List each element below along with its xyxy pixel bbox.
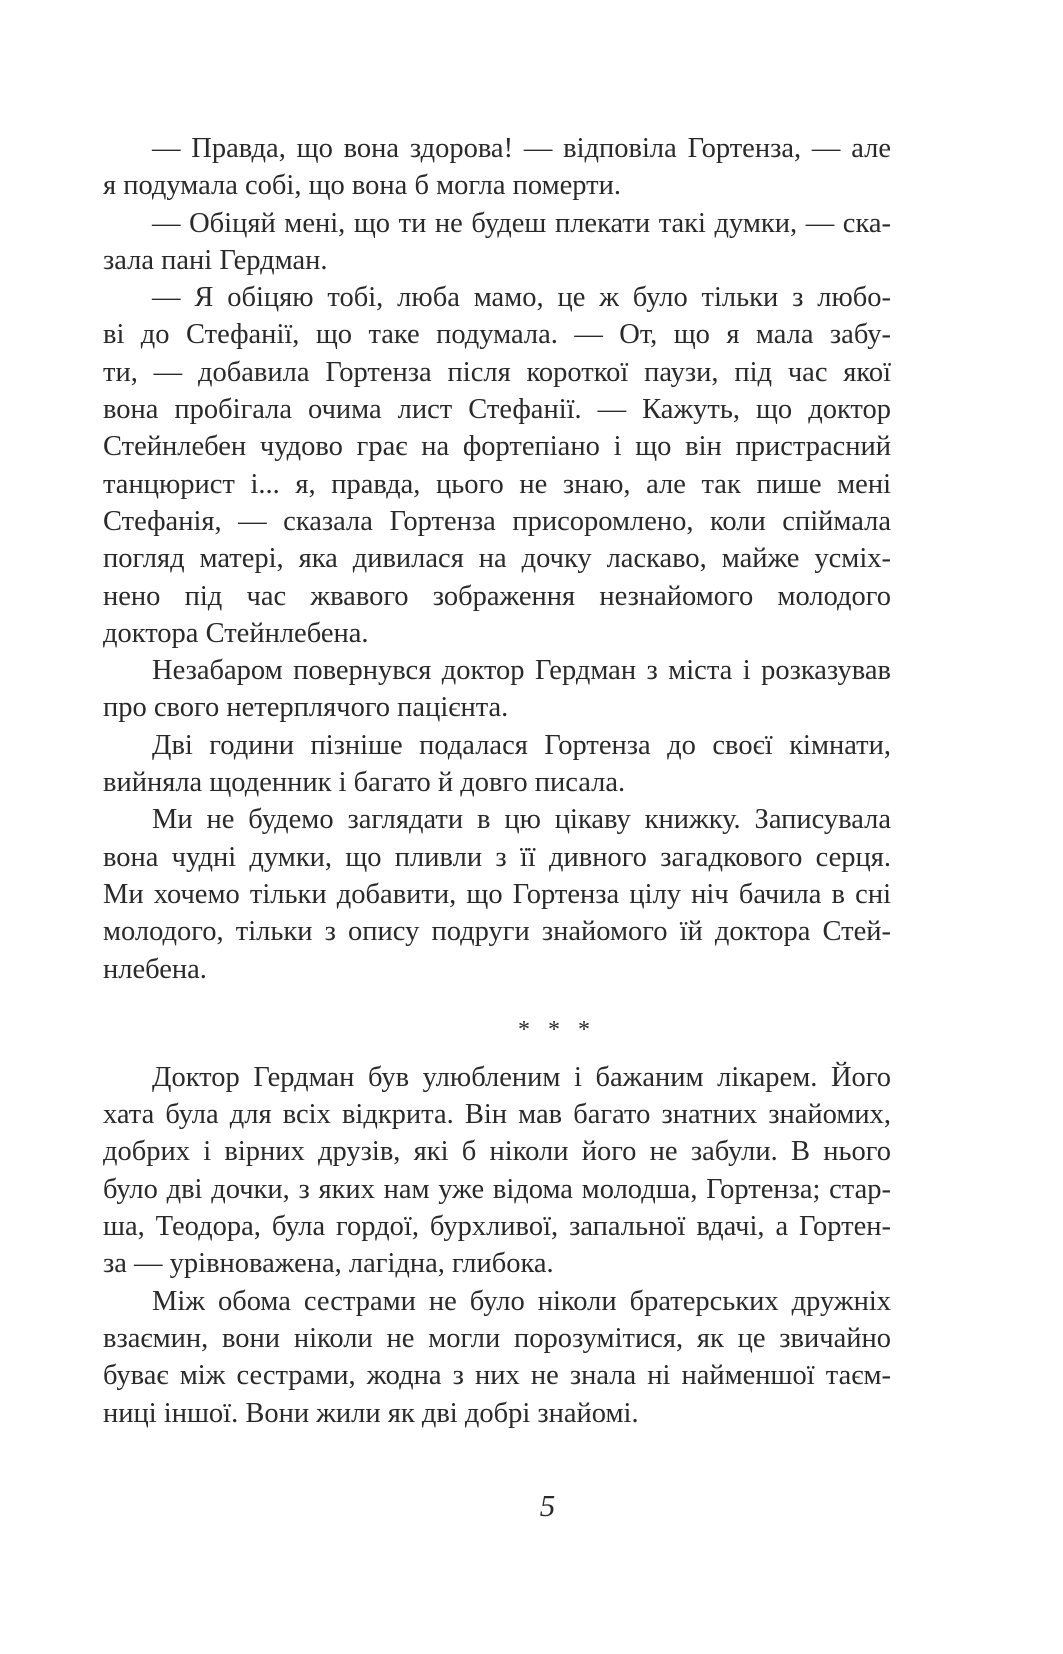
- text-line: молодого, тільки з опису подруги знайомого їй доктора Стей-: [103, 916, 891, 948]
- text-line: хата була для всіх відкрита. Він мав багато знатних знайомих,: [103, 1099, 891, 1131]
- text-line: буває між сестрами, жодна з них не знала ні найменшої таєм-: [103, 1360, 891, 1392]
- text-line: вийняла щоденник і багато й довго писала.: [103, 767, 626, 799]
- text-line: Незабаром повернувся доктор Гердман з міста і розказував: [152, 655, 891, 687]
- text-line: вона чудні думки, що пливли з її дивного загадкового серця.: [103, 841, 891, 873]
- section-2: [103, 1059, 891, 1432]
- paragraph: [103, 727, 891, 802]
- text-line: ти, — добавила Гортенза після короткої паузи, під час якої: [103, 356, 891, 388]
- text-line: танцюрист і... я, правда, цього не знаю, але так пише мені: [103, 468, 891, 500]
- text-line: я подумала собі, що вона б могла померти.: [103, 170, 621, 202]
- paragraph: [103, 801, 891, 987]
- text-line: про свого нетерплячого пацієнта.: [103, 692, 509, 724]
- paragraph: [103, 279, 891, 652]
- text-line: за — урівноважена, лагідна, глибока.: [103, 1248, 554, 1280]
- text-line: Дві години пізніше подалася Гортенза до своєї кімнати,: [152, 729, 891, 761]
- text-line: Ми не будемо заглядати в цю цікаву книжку. Записувала: [152, 804, 891, 836]
- text-line: добрих і вірних друзів, які б ніколи його не забули. В нього: [103, 1136, 891, 1168]
- text-line: ниці іншої. Вони жили як дві добрі знайомі.: [103, 1397, 639, 1429]
- text-line: погляд матері, яка дивилася на дочку ласкаво, майже усміх-: [103, 543, 891, 575]
- page-number: 5: [539, 1488, 556, 1523]
- text-line: доктора Стейнлебена.: [103, 617, 369, 649]
- text-line: нено під час жвавого зображення незнайомого молодого: [103, 580, 891, 612]
- text-line: — Я обіцяю тобі, люба мамо, це ж було тільки з любо-: [152, 282, 891, 314]
- text-line: Стейнлебен чудово грає на фортепіано і що він пристрасний: [103, 431, 891, 463]
- page-body: [103, 130, 891, 1432]
- text-line: Між обома сестрами не було ніколи братерських дружніх: [152, 1285, 891, 1317]
- paragraph: [103, 1283, 891, 1432]
- text-line: — Обіцяй мені, що ти не будеш плекати такі думки, — ска-: [152, 207, 891, 239]
- text-line: взаємин, вони ніколи не могли порозумітися, як це звичайно: [103, 1322, 891, 1354]
- paragraph: [103, 205, 891, 280]
- text-line: ві до Стефанії, що таке подумала. — От, що я мала забу-: [103, 319, 891, 351]
- text-line: ша, Теодора, була гордої, бурхливої, запальної вдачі, а Гортен-: [103, 1211, 891, 1243]
- section-1: [103, 130, 891, 988]
- paragraph: [103, 1059, 891, 1283]
- text-line: нлебена.: [103, 953, 207, 985]
- text-line: було дві дочки, з яких нам уже відома молодша, Гортенза; стар-: [103, 1173, 891, 1205]
- text-line: — Правда, що вона здорова! — відповіла Гортенза, — але: [152, 133, 891, 164]
- section-separator: * * *: [518, 1016, 596, 1043]
- text-line: Стефанія, — сказала Гортенза присоромлено, коли спіймала: [103, 505, 891, 537]
- paragraph: [103, 130, 891, 205]
- paragraph: [103, 652, 891, 727]
- text-line: зала пані Гердман.: [103, 244, 328, 276]
- text-line: Доктор Гердман був улюбленим і бажаним лікарем. Його: [152, 1061, 891, 1093]
- text-line: вона пробігала очима лист Стефанії. — Кажуть, що доктор: [103, 394, 891, 426]
- text-line: Ми хочемо тільки добавити, що Гортенза цілу ніч бачила в сні: [103, 878, 891, 910]
